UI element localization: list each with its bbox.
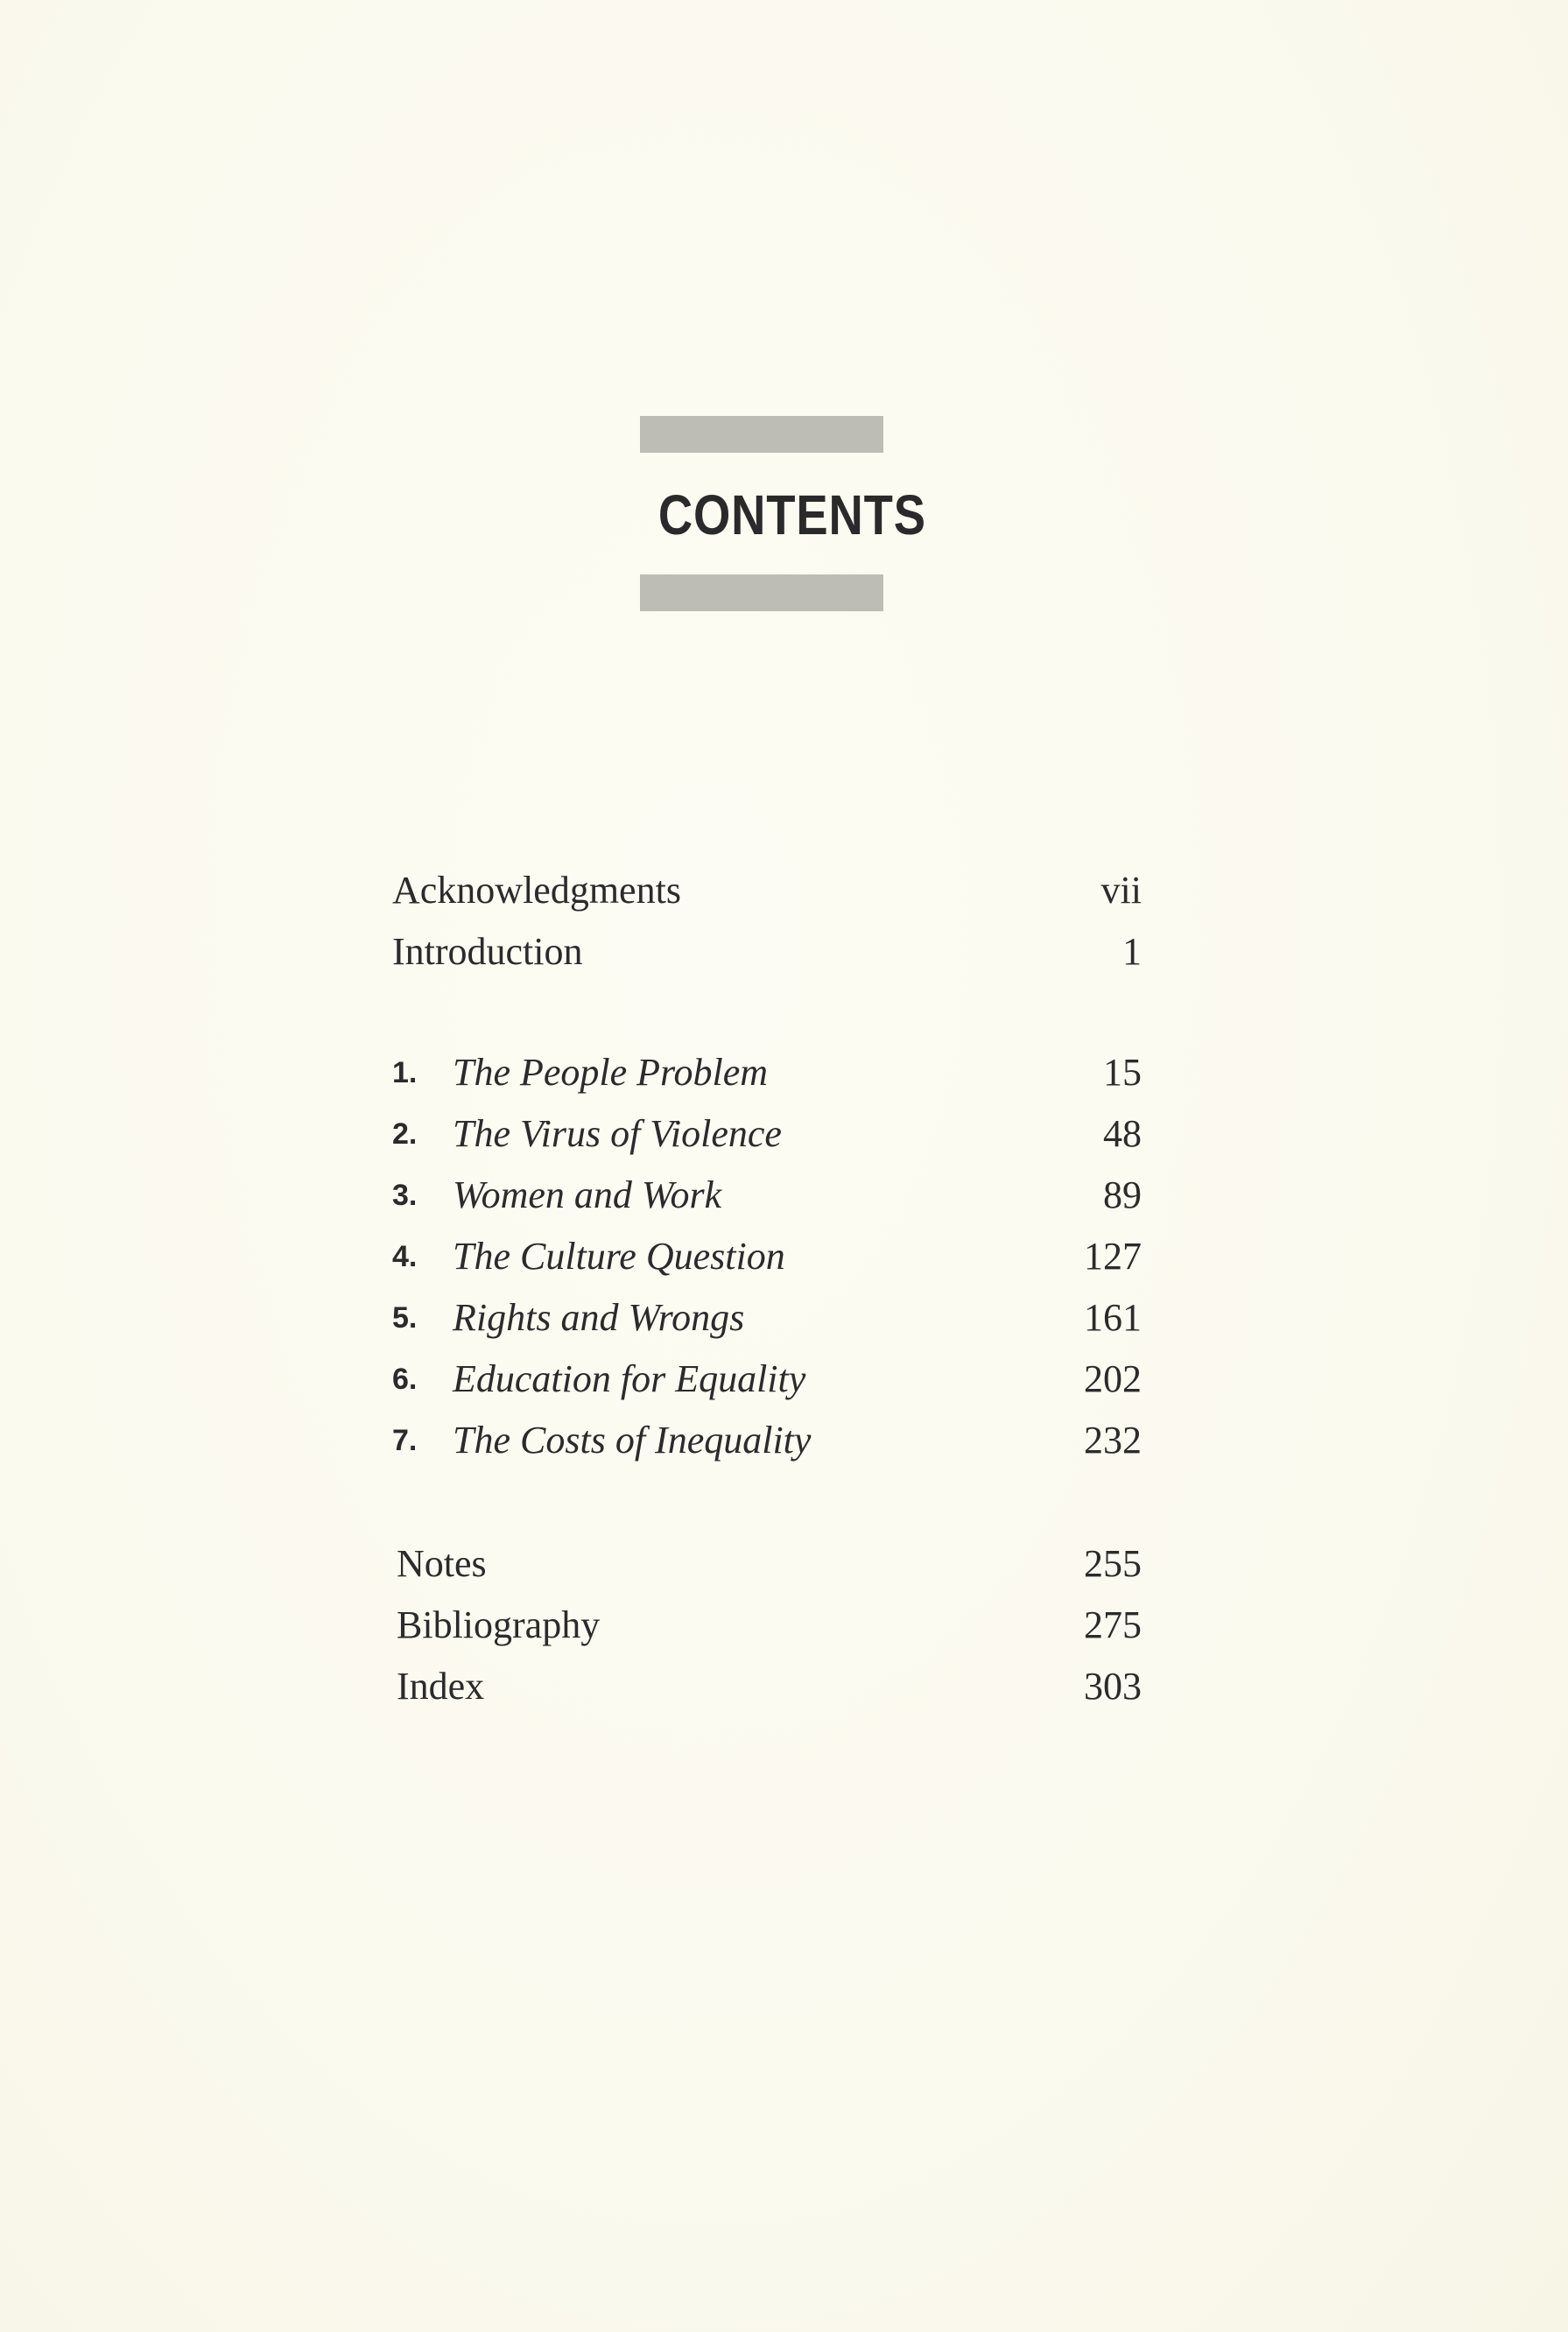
toc-chapter-1 [392, 1046, 1142, 1099]
chapter-number: 4. [392, 1240, 418, 1273]
chapter-number: 7. [392, 1424, 418, 1457]
chapter-title: The Culture Question [453, 1235, 785, 1278]
toc-entry-notes [397, 1538, 1142, 1590]
chapter-number: 5. [392, 1301, 418, 1335]
toc-chapter-5 [392, 1292, 1142, 1344]
chapter-title: Rights and Wrongs [453, 1296, 745, 1339]
toc-entry-introduction [392, 926, 1142, 978]
chapter-page: 202 [1084, 1357, 1142, 1400]
toc-entry-title: Introduction [392, 930, 583, 973]
toc-entry-title: Index [397, 1665, 485, 1708]
contents-heading: CONTENTS [657, 483, 926, 546]
toc-entry-acknowledgments [392, 864, 1142, 917]
chapter-title: The People Problem [453, 1051, 769, 1094]
toc-entry-index [397, 1660, 1142, 1713]
toc-chapter-6 [392, 1353, 1142, 1406]
toc-chapter-2 [392, 1108, 1142, 1160]
toc-entry-title: Bibliography [397, 1603, 601, 1646]
chapter-number: 1. [392, 1056, 418, 1089]
chapter-page: 15 [1103, 1051, 1142, 1094]
chapter-number: 2. [392, 1117, 418, 1151]
chapter-title: The Costs of Inequality [453, 1419, 812, 1462]
chapter-page: 161 [1084, 1296, 1142, 1339]
chapter-page: 127 [1084, 1235, 1142, 1278]
chapter-page: 48 [1103, 1112, 1142, 1155]
toc-entry-bibliography [397, 1599, 1142, 1652]
toc-chapter-4 [392, 1230, 1142, 1283]
toc-entry-page: vii [1100, 869, 1142, 912]
toc-entry-title: Notes [397, 1542, 487, 1585]
toc-entry-page: 255 [1084, 1542, 1142, 1585]
toc-chapter-7 [392, 1414, 1142, 1467]
toc-chapter-3 [392, 1169, 1142, 1222]
chapter-page: 232 [1084, 1419, 1142, 1462]
chapter-title: Education for Equality [453, 1357, 806, 1400]
toc-entry-page: 1 [1122, 930, 1142, 973]
heading-bottom-bar [640, 574, 883, 611]
chapter-number: 6. [392, 1363, 418, 1396]
toc-entry-page: 303 [1084, 1665, 1142, 1708]
chapter-number: 3. [392, 1179, 418, 1212]
chapter-title: Women and Work [453, 1173, 722, 1216]
heading-top-bar [640, 416, 883, 453]
toc-entry-page: 275 [1084, 1603, 1142, 1646]
chapter-title: The Virus of Violence [453, 1112, 782, 1155]
chapter-page: 89 [1103, 1173, 1142, 1216]
toc-entry-title: Acknowledgments [392, 869, 681, 912]
